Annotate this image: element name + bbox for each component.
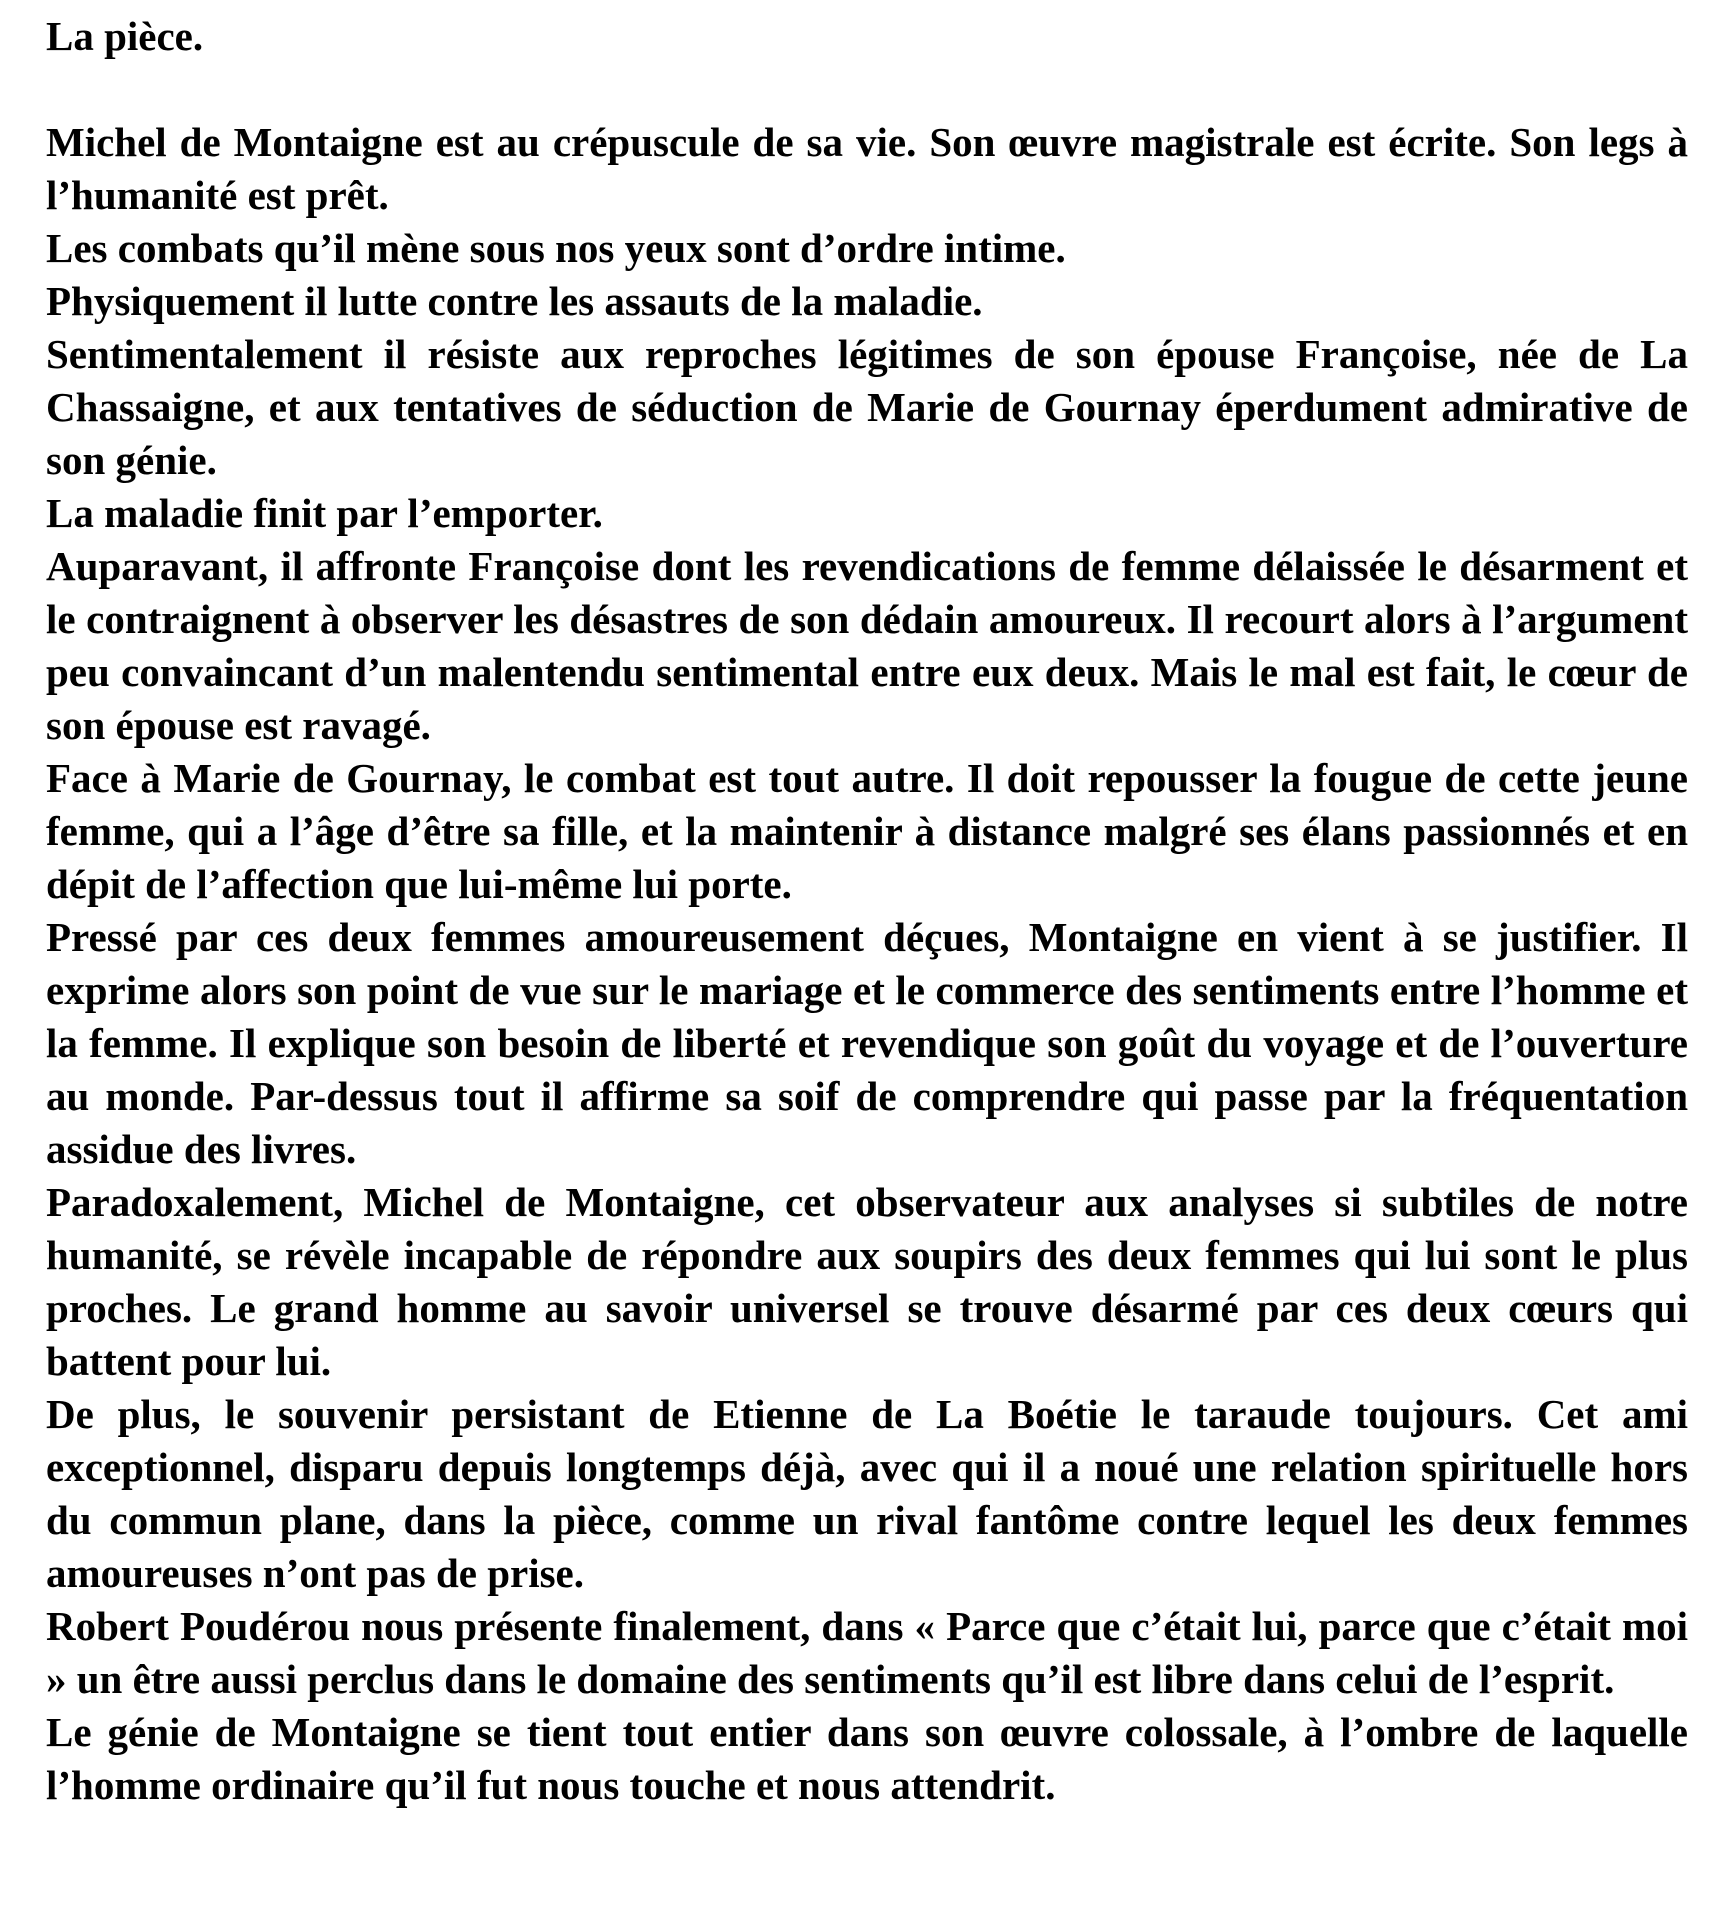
paragraph: Face à Marie de Gournay, le combat est tout autre. Il doit repousser la fougue de cette jeune femme, qui a l’âge d’être sa fille, et la maintenir à distance malgré ses élans passionnés et en dépit de l’affection que lui-même lui porte. (46, 755, 1688, 907)
document-title: La pièce. (46, 13, 204, 59)
paragraph: Le génie de Montaigne se tient tout entier dans son œuvre colossale, à l’ombre de laquelle l’homme ordinaire qu’il fut nous touche et nous attendrit. (46, 1709, 1688, 1808)
paragraph: Michel de Montaigne est au crépuscule de sa vie. Son œuvre magistrale est écrite. Son legs à l’humanité est prêt. (46, 119, 1688, 218)
paragraph: Physiquement il lutte contre les assauts de la maladie. (46, 278, 983, 324)
document-body (46, 116, 1688, 1812)
paragraph: Les combats qu’il mène sous nos yeux sont d’ordre intime. (46, 225, 1066, 271)
paragraph: La maladie finit par l’emporter. (46, 490, 603, 536)
paragraph: Paradoxalement, Michel de Montaigne, cet observateur aux analyses si subtiles de notre humanité, se révèle incapable de répondre aux soupirs des deux femmes qui lui sont le plus proches. Le grand homme au savoir universel se trouve désarmé par ces deux cœurs qui battent pour lui. (46, 1179, 1688, 1384)
document-page (46, 0, 1688, 1812)
paragraph: Pressé par ces deux femmes amoureusement déçues, Montaigne en vient à se justifier. Il exprime alors son point de vue sur le mariage et le commerce des sentiments entre l’homme et la femme. Il explique son besoin de liberté et revendique son goût du voyage et de l’ouverture au monde. Par-dessus tout il affirme sa soif de comprendre qui passe par la fréquentation assidue des livres. (46, 914, 1688, 1172)
paragraph: Robert Poudérou nous présente finalement, dans « Parce que c’était lui, parce que c’était moi » un être aussi perclus dans le domaine des sentiments qu’il est libre dans celui de l’esprit. (46, 1603, 1688, 1702)
paragraph: Auparavant, il affronte Françoise dont les revendications de femme délaissée le désarment et le contraignent à observer les désastres de son dédain amoureux. Il recourt alors à l’argument peu convaincant d’un malentendu sentimental entre eux deux. Mais le mal est fait, le cœur de son épouse est ravagé. (46, 543, 1688, 748)
paragraph: De plus, le souvenir persistant de Etienne de La Boétie le taraude toujours. Cet ami exceptionnel, disparu depuis longtemps déjà, avec qui il a noué une relation spirituelle hors du commun plane, dans la pièce, comme un rival fantôme contre lequel les deux femmes amoureuses n’ont pas de prise. (46, 1391, 1688, 1596)
paragraph: Sentimentalement il résiste aux reproches légitimes de son épouse Françoise, née de La Chassaigne, et aux tentatives de séduction de Marie de Gournay éperdument admirative de son génie. (46, 331, 1688, 483)
